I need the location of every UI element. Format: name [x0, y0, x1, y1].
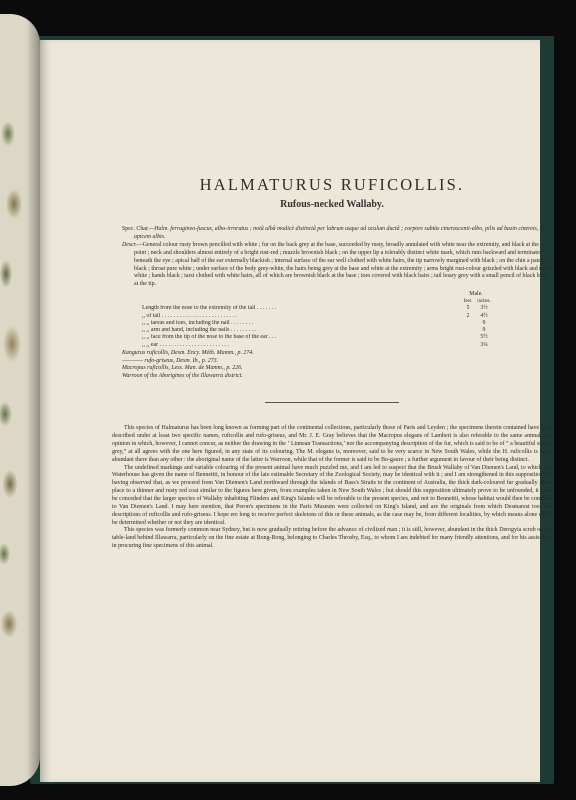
descr-label: Descr.	[122, 242, 137, 249]
measurement-feet	[460, 342, 476, 349]
synonyms	[122, 350, 552, 380]
measurement-inches: 9	[482, 319, 486, 326]
measurement-label: Length from the nose to the extremity of the tail . . . . . . .	[142, 305, 276, 312]
page-subtitle: Rufous-necked Wallaby.	[280, 199, 384, 210]
feet-header: feet.	[463, 298, 473, 304]
synonym-line: Macropus ruficollis, Less. Man. de Mamm., p. 226.	[122, 365, 243, 372]
measurement-inches: 3½	[480, 305, 488, 312]
section-divider	[265, 402, 399, 403]
sex-label: Male.	[469, 290, 483, 297]
spec-char	[122, 226, 552, 241]
gutter-shadow	[26, 14, 40, 786]
measurement-row	[142, 313, 492, 320]
measurement-inches: 9	[482, 327, 486, 334]
measurement-row	[142, 305, 492, 312]
measurement-feet	[460, 334, 476, 341]
spec-char-text: —Halm. ferrugineo-fuscus, albo-irroratus ; notâ albâ modicè distinctâ per labrum usque ad oculum ductâ ; corpore subtùs cinerascenti-albo, pilis ad basin cinereis, ad apicem albis.	[134, 226, 546, 240]
measurement-label: ,, of tail . . . . . . . . . . . . . . . . . . . . . . . . . .	[142, 312, 237, 319]
measurement-label: ,, ,, ear . . . . . . . . . . . . . . . . . . . . . . . .	[142, 341, 229, 348]
synonym-line: Warroon of the Aborigines of the Illawarra district.	[122, 372, 243, 379]
species-description	[122, 226, 552, 289]
descr	[122, 242, 552, 288]
measurement-label: ,, ,, arm and hand, including the nails . . . . . . . . .	[142, 327, 256, 334]
measurement-feet: 5	[466, 305, 470, 312]
measurement-label: ,, ,, face from the tip of the nose to the base of the ear . . .	[142, 334, 277, 341]
left-page-illustration	[0, 14, 40, 786]
text-page	[40, 40, 552, 782]
measurements-sex-header	[142, 291, 492, 298]
measurement-row	[142, 342, 492, 349]
measurement-feet: 2	[466, 312, 470, 319]
synonym-line: ———— rufo-griseus, Desm. Ib., p. 273.	[122, 357, 219, 364]
measurement-inches: 4½	[480, 312, 488, 319]
measurement-feet	[460, 327, 476, 334]
descr-text: —General colour rusty brown pencilled with white ; fur on the back grey at the base, succeeded by rusty, broadly annulated with white near the extremity, and black at the point ; neck and shoulders almost entirely of a bright rust-red ; muzzle brownish black ; on the upper lip a tolerably distinct white mark, which runs backward and terminates beneath the eye ; apical half of the ear externally blackish ; internal surface of the ear well clothed with white hairs, the tip narrowly margined with black ; on the chin a patch of black ; throat pure white ; under surface of the body grey-white, the hairs being grey at the base and white at the extremity ; arms bright rust-colour grizzled with black and rusty white ; hands black ; tarsi clothed with white hairs, all of which are brownish black at the base ; toes covered with black hairs ; tail hoary grey with a small pencil of black hairs at the tip.	[134, 242, 551, 287]
body-paragraph: The undefined markings and variable colouring of the present animal have much puzzled me, and I am led to suspect that the Brush Wallaby of Van Diemen's Land, to which Mr. Waterhouse has given the name of Bennettii, in honour of the late estimable Secretary of the Zoological Society, may be identical with it ; and I am strengthened in this supposition, by having observed that, as we proceed from Van Diemen's Land northward through the islands of Bass's Straits to the continent of Australia, the thick dark-coloured fur gradually gives place to a thinner and rusty red coat similar to the figures here given, from examples taken in New South Wales ; but should this supposition ultimately prove to be unfounded, it must be conceded that the larger species of Wallaby inhabiting Flinders and King's Islands will be referable to the present species, and not to Bennettii, whose habitat would then be confined to Van Diemen's Land. I may here mention, that Peron's specimens in the Paris Museum were collected on King's Island, and are the originals from which Desmarest took his descriptions of ruficollis and rufo-griseus. I hope ere long to receive perfect skeletons of this or these animals, as the case may be, from different localities, by which means alone can it be determined whether or not they are identical.	[112, 464, 552, 526]
measurements-unit-header	[142, 298, 492, 305]
measurement-inches: 5½	[480, 334, 488, 341]
measurement-row	[142, 334, 492, 341]
measurement-label: ,, ,, tarsus and toes, including the nail . . . . . . . .	[142, 319, 254, 326]
measurements-table	[142, 291, 492, 349]
page-title: HALMATURUS RUFICOLLIS.	[199, 175, 465, 194]
body-paragraph: This species was formerly common near Sydney, but is now gradually retiring before the advance of civilized man ; it is still, however, abundant in the thick Derogyia scrub on the table-land behind Illawarra, particularly on the fine estate at Bong-Bong, belonging to Charles Throsby, Esq., to whom I am indebted for many friendly attentions, and for his assistance in procuring fine specimens of this animal.	[112, 527, 552, 550]
measurement-inches: 3¼	[480, 341, 488, 348]
measurement-row	[142, 320, 492, 327]
page-content	[112, 175, 552, 551]
measurement-feet	[460, 320, 476, 327]
synonym-line: Kangurus ruficollis, Desm. Ency. Méth. Mamm., p. 274.	[122, 350, 254, 356]
body-text	[112, 425, 552, 551]
inches-header: inches.	[477, 298, 491, 304]
spec-char-label: Spec. Char.	[122, 226, 149, 232]
body-paragraph: This species of Halmaturus has been long known as forming part of the continental collections, particularly those of Paris and Leyden ; the specimens therein contained have been described under at least two specific names, ruficollis and rufo-griseus, and Mr. J. E. Gray believes that the Macropus elegans of Lambert is also referable to the same animal ; an opinion in which, however, I cannot concur, as neither the drawing in the ‘ Linnean Transactions,’ nor the accompanying description of the fur, which is said to be of “ a beautiful silver-grey,” at all agrees with the one here figured, in any state of its colouring. The M. elegans is, moreover, said to be very scarce in New South Wales, while the H. ruficollis is more abundant there than any other : the aboriginal name of the latter is Warroon, while that of the former is said to be Bo-gaure ; a further argument in favour of their being distinct.	[112, 425, 552, 463]
measurement-row	[142, 327, 492, 334]
